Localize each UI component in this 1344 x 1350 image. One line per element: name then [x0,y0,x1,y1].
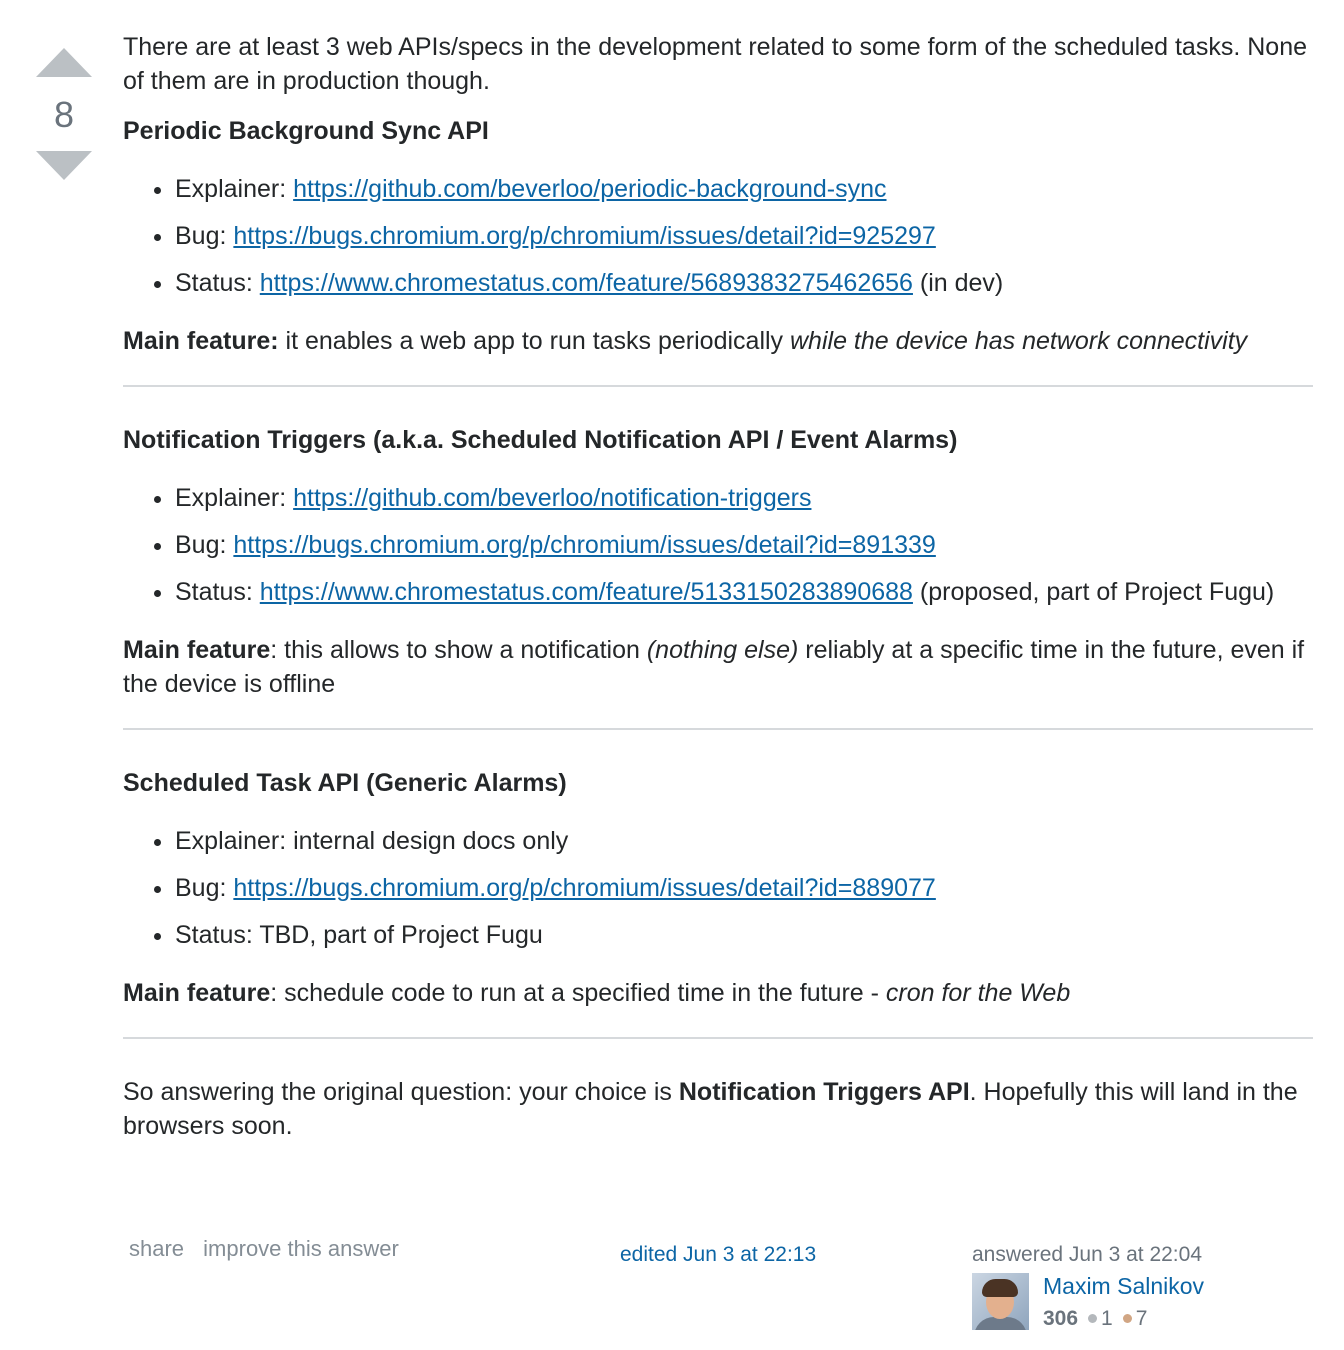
edited-timestamp-link[interactable]: edited Jun 3 at 22:13 [620,1243,817,1266]
section-divider [123,385,1313,387]
status-label: Status: [175,269,260,297]
answered-timestamp: answered Jun 3 at 22:04 [972,1243,1202,1266]
main-feature-paragraph [123,633,1313,701]
section-divider [123,1037,1313,1039]
section-list-periodic-sync [123,172,1313,300]
answer-body [123,30,1313,1143]
user-info [972,1273,1312,1331]
status-label: Status: [175,578,260,606]
conclusion-paragraph [123,1075,1313,1143]
avatar-hair [982,1279,1018,1297]
conclusion-text: So answering the original question: your choice is [123,1078,679,1106]
bug-label: Bug: [175,531,234,559]
conclusion-text-end: . Hopefully this will land in the browsers soon. [123,1078,1298,1140]
intro-paragraph [123,30,1313,98]
bronze-badge-count: 7 [1135,1307,1148,1330]
main-feature-label: Main feature: [123,327,279,355]
main-feature-text: it enables a web app to run tasks periodically [278,327,790,355]
improve-answer-link[interactable]: improve this answer [203,1236,399,1261]
section-heading-periodic-sync: Periodic Background Sync API [123,117,489,145]
upvote-arrow-icon[interactable] [36,48,92,77]
main-feature-paragraph [123,324,1313,358]
conclusion-emphasis: Notification Triggers API [678,1078,970,1106]
bug-link[interactable]: https://bugs.chromium.org/p/chromium/issues/detail?id=891339 [233,531,936,559]
list-item: • Explainer: internal design docs only [175,824,1313,858]
list-item [175,871,1313,905]
reputation-score: 306 [1043,1307,1079,1330]
bug-link[interactable]: https://bugs.chromium.org/p/chromium/issues/detail?id=925297 [233,222,936,250]
main-feature-emphasis: while the device has network connectivity [790,327,1248,355]
intro-line-1: There are at least 3 web APIs/specs in the development related to some form of the scheduled tasks. [123,33,1241,61]
section-divider [123,728,1313,730]
explainer-label: Explainer: [175,484,294,512]
silver-badge-count: 1 [1101,1307,1113,1330]
list-item [175,172,1313,206]
share-link[interactable]: share [129,1236,185,1261]
user-name-link[interactable]: Maxim Salnikov [1043,1273,1205,1299]
vote-cell [30,44,98,180]
status-link[interactable]: https://www.chromestatus.com/feature/5133150283890688 [259,578,913,606]
explainer-label: Explainer: [175,175,294,203]
list-item [175,219,1313,253]
bug-label: Bug: [175,222,234,250]
user-reputation [1043,1307,1155,1331]
explainer-link[interactable]: https://github.com/beverloo/periodic-background-sync [293,175,887,203]
main-feature-text-continued: reliably at a specific time in the future, even if the device is offline [123,636,1305,698]
downvote-arrow-icon[interactable] [36,151,92,180]
silver-badge-icon [1088,1314,1097,1323]
list-item [175,481,1313,515]
section-heading-notification-triggers: Notification Triggers (a.k.a. Scheduled Notification API / Event Alarms) [123,426,958,454]
avatar[interactable] [972,1273,1029,1330]
section-list-notification-triggers [123,481,1313,609]
main-feature-paragraph [123,976,1313,1010]
status-link[interactable]: https://www.chromestatus.com/feature/5689383275462656 [259,269,913,297]
bronze-badge-icon [1123,1314,1132,1323]
list-item: • Status: TBD, part of Project Fugu [175,918,1313,952]
main-feature-label: Main feature [123,979,271,1007]
explainer-link[interactable]: https://github.com/beverloo/notification-triggers [293,484,812,512]
bug-link[interactable]: https://bugs.chromium.org/p/chromium/issues/detail?id=889077 [233,874,936,902]
status-suffix: (in dev) [912,269,1004,297]
vote-count: 8 [53,94,75,135]
section-list-scheduled-task [123,824,1313,952]
bug-label: Bug: [175,874,234,902]
post-menu [129,1236,412,1262]
list-item [175,266,1313,300]
user-signature [972,1243,1312,1331]
list-item [175,575,1313,609]
list-item [175,528,1313,562]
main-feature-text: : schedule code to run at a specified time in the future - [270,979,886,1007]
main-feature-emphasis: (nothing else) [646,636,799,664]
intro-line-2: None of them are in production though. [123,33,1307,95]
main-feature-text: : this allows to show a notification [270,636,647,664]
main-feature-emphasis: cron for the Web [885,979,1071,1007]
section-heading-scheduled-task: Scheduled Task API (Generic Alarms) [123,769,567,797]
status-suffix: (proposed, part of Project Fugu) [912,578,1275,606]
main-feature-label: Main feature [123,636,271,664]
